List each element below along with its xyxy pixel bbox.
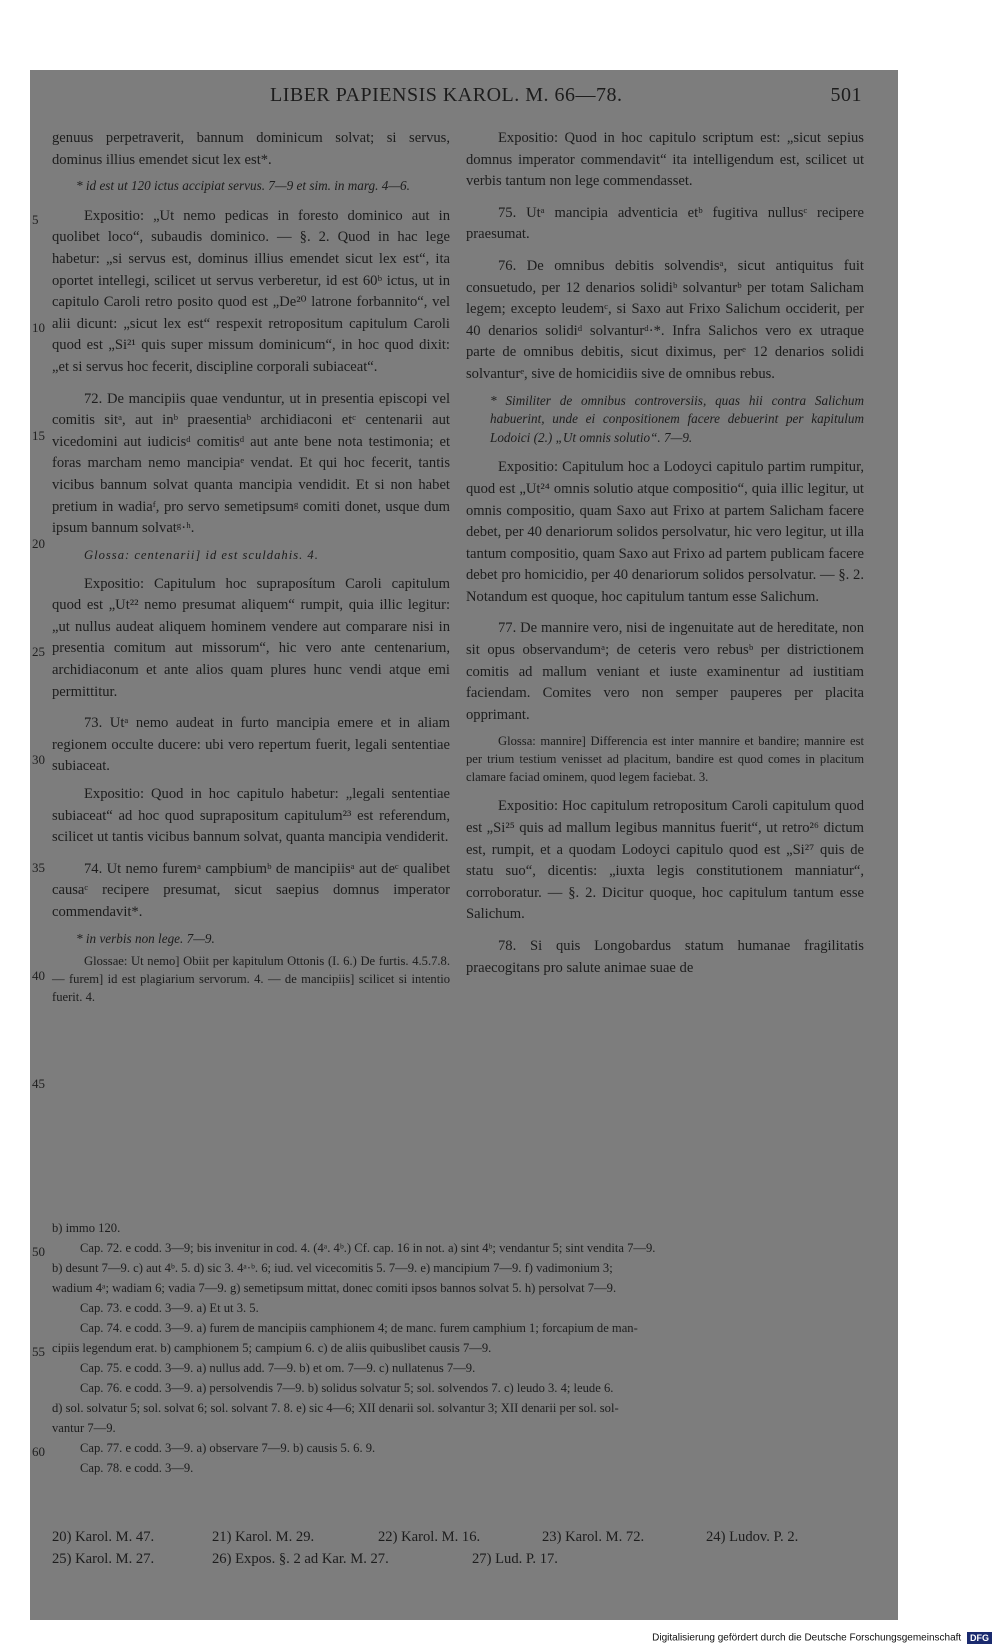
marginal-note: * Similiter de omnibus controversiis, quas hii contra Salichum habuerint, unde ei conpositionem facere debuerint per kapitulum Lodoici (2.) „Ut omnis solutio“. 7—9.: [490, 392, 864, 445]
glossae: Glossae: Ut nemo] Obiit per kapitulum Ottonis (I. 6.) De furtis. 4.5.7.8. — furem] id est plagiarium servorum. 4. — de mancipiis] scilicet si intentio fuerit. 4.: [52, 954, 450, 1005]
line-number: 10: [32, 320, 45, 335]
chapter-76: 76. De omnibus debitis solvendisᵃ, sicut antiquitus fuit consuetudo, per 12 denarios solidiᵇ solvanturᵇ per totam Salicham legem; excepto leudemᶜ, si Saxo aut Frixo Salichum occiderit, per 40 denarios solidiᵈ solvanturᵈ·*. Infra Salichos vero ex utraque parte de omnibus debitis, sicut diximus, perᵉ 12 denarios solidi solvanturᵉ, sive de homicidiis sive de omnibus rebus.: [466, 257, 864, 382]
footnote-line: Cap. 77. e codd. 3—9. a) observare 7—9. b) causis 5. 6. 9.: [80, 1441, 376, 1455]
reference: 26) Expos. §. 2 ad Kar. M. 27.: [212, 1551, 389, 1567]
line-number: 15: [32, 428, 45, 443]
page-number: 501: [830, 84, 862, 106]
right-column: [466, 128, 864, 985]
chapter-78: 78. Si quis Longobardus statum humanae fragilitatis praecogitans pro salute animae suae de: [466, 938, 864, 976]
footnote-line: b) immo 120.: [52, 1221, 121, 1235]
reference: 25) Karol. M. 27.: [52, 1551, 155, 1567]
line-number: 30: [32, 752, 45, 767]
line-number: 60: [32, 1444, 45, 1459]
marginal-note: * id est ut 120 ictus accipiat servus. 7—9 et sim. in marg. 4—6.: [76, 178, 410, 194]
expositio-paragraph: Expositio: Capitulum hoc a Lodoyci capitulo partim rumpitur, quod est „Ut²⁴ omnis solutio atque compositio“, quia illic legitur, ut omnis compositio, quam Saxo aut Frixo at partem Salicham facere debet, per 40 denariorum solidos persolvatur, hic vero legitur, ut illa tantum compositio, quam Saxo aut Frixo ad partem publicam facere debet pro homicidio, per 40 denariorum solidos persolvatur. — §. 2. Notandum est quoque, hoc capitulum tantum esse Salichum.: [466, 459, 864, 605]
glossa: Glossa: centenarii] id est sculdahis. 4.: [84, 547, 319, 562]
footnote-line: Cap. 74. e codd. 3—9. a) furem de mancipiis camphionem 4; de manc. furem camphium 1; forcapium de man-: [80, 1321, 638, 1335]
reference: 22) Karol. M. 16.: [378, 1529, 481, 1545]
chapter-74: 74. Ut nemo furemᵃ campbiumᵇ de mancipiisᵃ aut deᶜ qualibet causaᶜ recipere presumat, sicut saepius domnus imperator commendavit*.: [52, 860, 450, 920]
line-number: 55: [32, 1344, 45, 1359]
footer-text: Digitalisierung gefördert durch die Deutsche Forschungsgemeinschaft: [652, 1632, 962, 1644]
reference: 27) Lud. P. 17.: [472, 1551, 558, 1567]
reference: 23) Karol. M. 72.: [542, 1529, 645, 1545]
chapter-73: 73. Utᵃ nemo audeat in furto mancipia emere et in aliam regionem occulte ducere: ubi vero repertum fuerit, legali sententiae subiaceat.: [52, 715, 450, 775]
footnote-line: Cap. 75. e codd. 3—9. a) nullus add. 7—9. b) et om. 7—9. c) nullatenus 7—9.: [80, 1361, 476, 1375]
chapter-72: 72. De mancipiis quae venduntur, ut in presentia episcopi vel comitis sitᵃ, aut inᵇ praesentiaᵇ archidiaconi etᶜ centenarii aut vicedomini aut iudicisᵈ comitisᵈ aut ante bene nota testimonia; et foras marcham nemo mancipiaᵉ vendat. Et qui hoc fecerit, tantis vicibus bannum solvat quanta mancipia vendidit. Et si non habet pretium in wadiaᶠ, pro servo semetipsumᵍ comiti donet, usque dum ipsum bannum solvatᵍ·ʰ.: [52, 390, 450, 537]
reference: 20) Karol. M. 47.: [52, 1529, 155, 1545]
line-number: 45: [32, 1076, 45, 1091]
line-number: 35: [32, 860, 45, 875]
chapter-75: 75. Utᵃ mancipia adventicia etᵇ fugitiva nullusᶜ recipere praesumat.: [466, 204, 864, 243]
expositio-paragraph: Expositio: „Ut nemo pedicas in foresto dominico aut in quolibet loco“, subaudis dominico. — §. 2. Quod in hac lege habetur: „si servus est, dominus illius emendet sicut lex est“, ita oportet intellegi, scilicet ut servus verberetur, id est 60ᵇ ictus, ut in capitulo Caroli retro posito quod est „De²⁰ latrone forbannito“, vel alii dicunt: „sicut lex est“ respexit retropositum capitulum Caroli quod est „Si²¹ quis super missum dominicum“, in hoc quod dixit: „et si servus hoc fecerit, discipline corporali subiaceat“.: [52, 207, 450, 375]
expositio-paragraph: Expositio: Hoc capitulum retropositum Caroli capitulum quod est „Si²⁵ quis ad mallum legibus mannitus fuerit“, ut retro²⁶ dictum est, rumpit, et a quodam Lodoyci capitulo quod est „Si²⁷ quis de statu suo“, dicentis: „iuxta legis constitutionem manniatur“, corroboratur. — §. 2. Dicitur quoque, hoc capitulum tantum esse Salichum.: [466, 798, 864, 923]
marginal-note: * in verbis non lege. 7—9.: [76, 930, 215, 946]
reference: 21) Karol. M. 29.: [212, 1529, 315, 1545]
line-number: 20: [32, 536, 45, 551]
footnote-line: Cap. 72. e codd. 3—9; bis invenitur in cod. 4. (4ᵃ. 4ᵇ.) Cf. cap. 16 in not. a) sint 4ᵇ; vendantur 5; sint vendita 7—9.: [80, 1241, 656, 1255]
footnote-line: Cap. 73. e codd. 3—9. a) Et ut 3. 5.: [80, 1301, 259, 1315]
footnote-line: Cap. 78. e codd. 3—9.: [80, 1461, 194, 1475]
footnote-line: d) sol. solvatur 5; sol. solvat 6; sol. solvant 7. 8. e) sic 4—6; XII denarii sol. solvantur 3; XII denarii per sol. sol-: [52, 1401, 619, 1415]
expositio-paragraph: Expositio: Quod in hoc capitulo habetur: „legali sententiae subiaceat“ ad hoc quod suprapositum capitulum²³ est referendum, scilicet ut tantis vicibus bannum solvat, quanta mancipia vendiderit.: [52, 786, 450, 846]
reference: 24) Ludov. P. 2.: [706, 1529, 799, 1545]
glossa: Glossa: mannire] Differencia est inter mannire et bandire; mannire est per trium testium venisset ad placitum, bandire est quod comes in placitum clamare faciad ominem, quod legem faciebat. 3.: [466, 734, 864, 785]
critical-apparatus: [52, 1218, 864, 1478]
footnote-line: b) desunt 7—9. c) aut 4ᵇ. 5. d) sic 3. 4ᵃ·ᵇ. 6; iud. vel vicecomitis 5. 7—9. e) mancipium 7—9. f) vadimonium 3;: [52, 1261, 613, 1275]
expositio-paragraph: Expositio: Capitulum hoc supraposítum Caroli capitulum quod est „Ut²² nemo presumat aliquem“ rumpit, quia illic legitur: „ut nullus audeat aliquem hominem vendere aut comparare nisi in presentia comitum aut missorum“, hic vero ante centenarium, archidiaconum et ante alios quam plures hunc vendi atque emi permittitur.: [52, 575, 450, 700]
page-header: [52, 84, 862, 108]
footnote-line: Cap. 76. e codd. 3—9. a) persolvendis 7—9. b) solidus solvatur 5; sol. solvendos 7. c) leudo 3. 4; leude 6.: [80, 1381, 614, 1395]
line-number: 25: [32, 644, 45, 659]
footnote-line: cipiis legendum erat. b) camphionem 5; campium 6. c) de aliis quibuslibet causis 7—9.: [52, 1341, 492, 1355]
running-title: LIBER PAPIENSIS KAROL. M. 66—78.: [270, 84, 623, 106]
line-number: 5: [32, 212, 39, 227]
dfg-logo: DFG: [967, 1632, 992, 1644]
left-column: [52, 128, 450, 1016]
footnote-line: wadium 4ᵃ; wadiam 6; vadia 7—9. g) semetipsum mittat, donec comiti ipsos bannos solvat 5. h) persolvat 7—9.: [52, 1281, 617, 1295]
line-number: 50: [32, 1244, 45, 1259]
digitization-footer: [652, 1632, 992, 1644]
footnote-line: vantur 7—9.: [52, 1421, 116, 1435]
expositio-paragraph: Expositio: Quod in hoc capitulo scriptum est: „sicut sepius domnus imperator commendavit“ ita intelligendum est, scilicet ut verbis tantum non lege commendasset.: [466, 130, 864, 190]
line-number: 40: [32, 968, 45, 983]
paragraph: genuus perpetraverit, bannum dominicum solvat; si servus, dominus illius emendet sicut lex est*.: [52, 130, 450, 168]
chapter-77: 77. De mannire vero, nisi de ingenuitate aut de hereditate, non sit opus observandumᵃ; de ceteris vero rebusᵇ per districtionem comitis ad mallum veniant et iuste examinentur ad iustitiam faciendam. Comites vero non semper pauperes per placita opprimant.: [466, 620, 864, 723]
